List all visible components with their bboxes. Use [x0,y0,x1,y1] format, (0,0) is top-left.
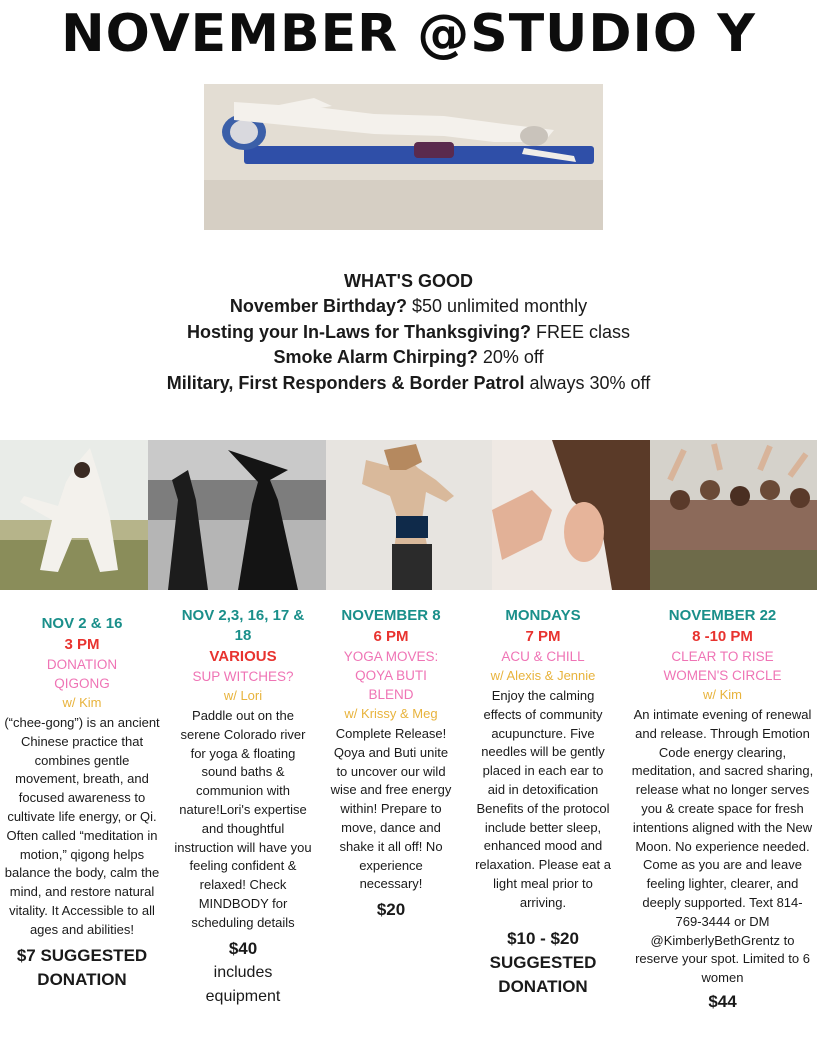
offer-smoke-alarm [0,345,817,371]
whats-good-section [0,268,817,396]
class-name: SUP WITCHES? [192,669,294,684]
offer-birthday [0,294,817,320]
class-price: $44 [708,991,737,1011]
class-instructor: w/ Alexis & Jennie [490,668,596,683]
class-name: DONATION QIGONG [46,657,118,691]
class-price: $20 [376,900,406,920]
class-instructor: w/ Kim [62,695,102,710]
class-acu-chill [468,606,618,999]
class-date: MONDAYS [505,607,581,624]
class-price-note: includes equipment [205,963,281,1005]
class-womens-circle [628,606,817,1014]
class-price: $10 - $20 SUGGESTED DONATION [489,928,597,996]
class-time: 3 PM [64,636,100,653]
photo-acupuncture [492,440,650,590]
class-description: Complete Release! Qoya and Buti unite to uncover our wild wise and free energy within! Prepare to move, dance and shake it all off! No experience necessary! [330,726,452,892]
photo-dancer [326,440,492,590]
class-price: $40 [228,938,258,958]
class-sup-witches [172,606,314,1009]
class-description: Paddle out on the serene Colorado river for yoga & floating sound baths & communion with nature!Lori's expertise and thoughtful instruction will have you feeling confident & relaxed! Check MINDBODY for scheduling details [174,708,312,930]
offer-title: November Birthday? [229,296,407,316]
photo-womens-circle [650,440,817,590]
hero-photo-restorative-yoga [204,84,603,230]
class-description: An intimate evening of renewal and release. Through Emotion Code energy clearing, meditation, and sacred sharing, release what no longer serves you & create space for fresh intentions aligned with the New Moon. No experience needed. Come as you are and leave feeling lighter, clearer, and deeply supported. Text 814-769-3444 or DM @KimberlyBethGrentz to reserve your spot. Limited to 6 women [631,707,814,986]
photo-sup-witches [148,440,326,590]
class-date: NOV 2 & 16 [41,615,123,632]
class-name: YOGA MOVES: QOYA BUTI BLEND [343,649,439,702]
class-name: CLEAR TO RISE WOMEN'S CIRCLE [663,649,782,683]
offer-detail: FREE class [530,321,631,342]
class-instructor: w/ Lori [223,688,263,703]
class-qigong [2,606,162,992]
offer-title: Smoke Alarm Chirping? [273,347,478,367]
whats-good-heading: WHAT'S GOOD [344,271,473,291]
class-time: VARIOUS [209,648,277,665]
class-time: 8 -10 PM [692,628,753,645]
class-name: ACU & CHILL [501,649,585,664]
offer-military [0,371,817,397]
photo-qigong [0,440,148,590]
class-time: 6 PM [373,628,409,645]
class-description: (“chee-gong”) is an ancient Chinese practice that combines gentle movement, breath, and focused awareness to cultivate life energy, or Qi. Often called “meditation in motion,” qigong helps balance the body, calm the mind, and restore natural vitality. It Accessible to all ages and abilities! [4,715,160,937]
class-time: 7 PM [525,628,561,645]
page-title: NOVEMBER @STUDIO Y [61,4,756,64]
offer-title: Hosting your In-Laws for Thanksgiving? [186,321,531,342]
class-date: NOVEMBER 22 [668,607,777,624]
offer-in-laws [0,320,817,346]
offer-detail: always 30% off [524,372,651,393]
offer-title: Military, First Responders & Border Patrol [166,372,525,393]
offer-detail: $50 unlimited monthly [406,296,588,316]
offer-detail: 20% off [477,347,544,367]
class-instructor: w/ Krissy & Meg [344,706,438,721]
class-price: $7 SUGGESTED DONATION [16,945,148,989]
class-qoya-buti [330,606,452,922]
class-description: Enjoy the calming effects of community acupuncture. Five needles will be gently placed in each ear to aid in detoxification Benefits of the protocol include better sleep, enhanced mood and relaxation. Please eat a light meal prior to arriving. [475,688,611,910]
class-instructor: w/ Kim [703,687,742,702]
class-date: NOV 2,3, 16, 17 & 18 [181,607,305,644]
class-date: NOVEMBER 8 [341,607,441,624]
